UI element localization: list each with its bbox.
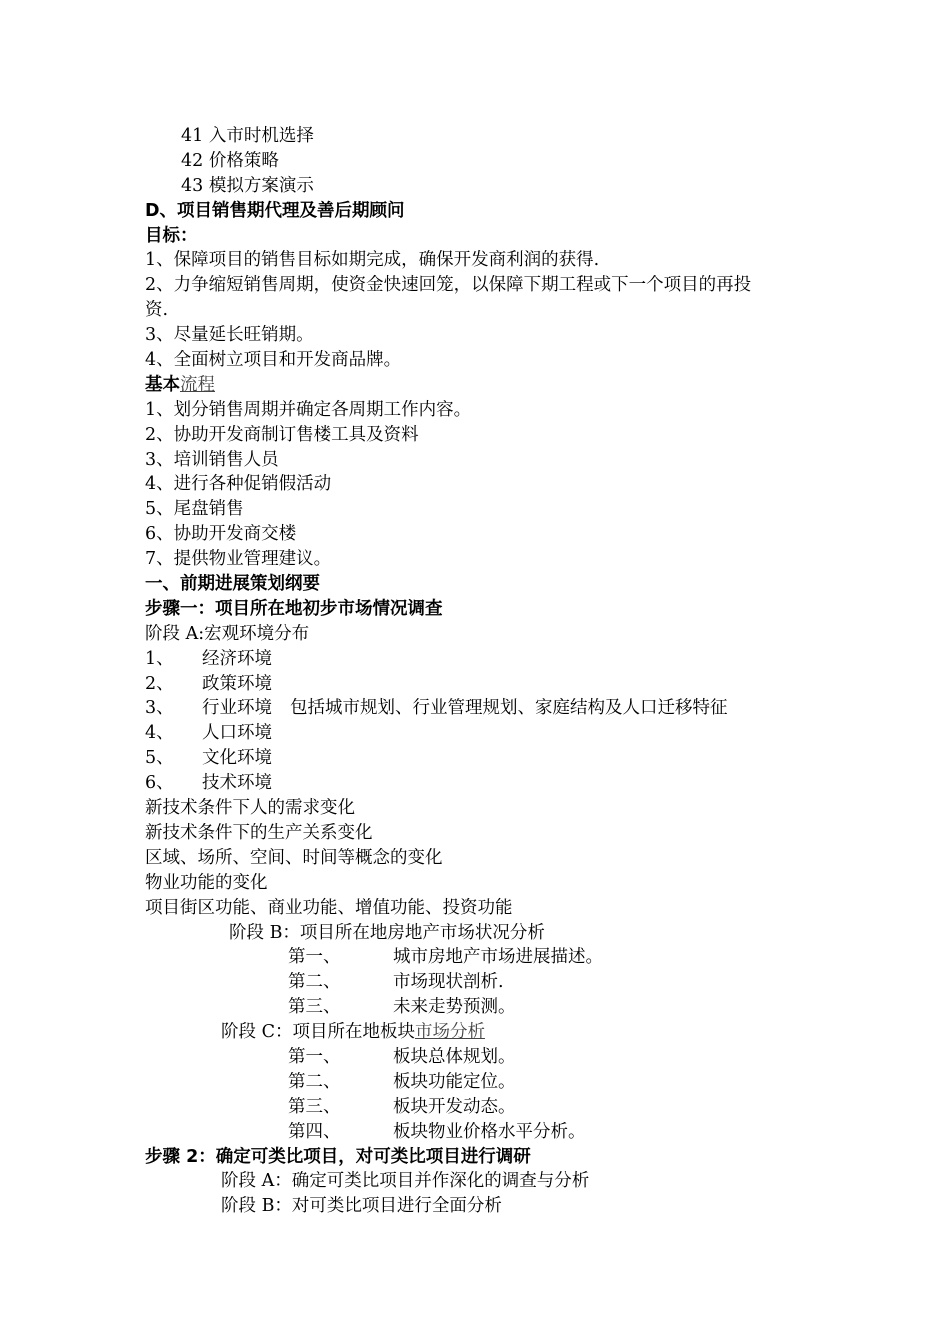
ordinal: 第一、	[288, 947, 341, 968]
ordinal: 第四、	[288, 1121, 341, 1142]
stage-c-item	[145, 1070, 825, 1095]
intro-item: 42 价格策略	[181, 150, 279, 171]
goal-item: 1、保障项目的销售目标如期完成，确保开发商利润的获得.	[145, 250, 600, 271]
goal-item: 2、力争缩短销售周期，使资金快速回笼，以保障下期工程或下一个项目的再投	[145, 275, 752, 296]
flow-item: 4、进行各种促销假活动	[145, 474, 332, 495]
env-item	[145, 746, 825, 771]
stage-a: 阶段 A:宏观环境分布	[145, 623, 310, 644]
goal-item: 4、全面树立项目和开发商品牌。	[145, 350, 402, 371]
section-d-heading: D、项目销售期代理及善后期顾问	[145, 200, 405, 221]
stage-b-item	[145, 995, 825, 1020]
env-item	[145, 721, 825, 746]
stage-c-item	[145, 1045, 825, 1070]
tech-item: 物业功能的变化	[145, 872, 268, 893]
flow-item: 1、划分销售周期并确定各周期工作内容。	[145, 399, 472, 420]
env-num: 2、	[145, 673, 174, 694]
step2-stage: 阶段 A：确定可类比项目并作深化的调查与分析	[221, 1171, 590, 1192]
env-item	[145, 696, 825, 721]
goal-item: 资.	[145, 300, 169, 321]
ordinal: 第一、	[288, 1046, 341, 1067]
flow-item: 6、协助开发商交楼	[145, 524, 297, 545]
intro-item: 41 入市时机选择	[181, 126, 314, 146]
stage-c-item	[145, 1120, 825, 1145]
item-text: 城市房地产市场进展描述。	[393, 947, 603, 968]
tech-item: 新技术条件下的生产关系变化	[145, 822, 373, 843]
item-text: 板块功能定位。	[393, 1071, 516, 1092]
intro-item: 43 模拟方案演示	[181, 175, 314, 196]
env-num: 6、	[145, 773, 174, 794]
stage-c-item	[145, 1095, 825, 1120]
item-text: 板块总体规划。	[393, 1046, 516, 1067]
stage-b-item	[145, 945, 825, 970]
stage-b-item	[145, 970, 825, 995]
outline-heading: 一、前期进展策划纲要	[145, 574, 320, 595]
ordinal: 第二、	[288, 1071, 341, 1092]
flow-label: 基本	[145, 374, 180, 395]
env-extra: 包括城市规划、行业管理规划、家庭结构及人口迁移特征	[290, 698, 728, 719]
goal-label: 目标：	[145, 225, 198, 246]
flow-item: 2、协助开发商制订售楼工具及资料	[145, 424, 419, 445]
flow-item: 5、尾盘销售	[145, 499, 244, 520]
step1-heading: 步骤一：项目所在地初步市场情况调查	[145, 598, 443, 619]
env-num: 1、	[145, 648, 174, 669]
env-text: 经济环境	[202, 648, 272, 669]
env-num: 5、	[145, 748, 174, 769]
market-analysis-link[interactable]: 市场分析	[414, 1022, 485, 1043]
item-text: 板块物业价格水平分析。	[393, 1121, 586, 1142]
document-body	[145, 124, 825, 1219]
flow-heading	[145, 373, 825, 398]
flow-item: 7、提供物业管理建议。	[145, 549, 332, 570]
item-text: 板块开发动态。	[393, 1096, 516, 1117]
env-text: 技术环境	[202, 773, 272, 794]
tech-item: 新技术条件下人的需求变化	[145, 798, 355, 819]
flow-link[interactable]: 流程	[180, 374, 215, 395]
goal-item: 3、尽量延长旺销期。	[145, 325, 314, 346]
step2-stage: 阶段 B：对可类比项目进行全面分析	[221, 1196, 502, 1217]
tech-item: 项目街区功能、商业功能、增值功能、投资功能	[145, 897, 513, 918]
ordinal: 第三、	[288, 997, 341, 1018]
env-text: 政策环境	[202, 673, 272, 694]
tech-item: 区域、场所、空间、时间等概念的变化	[145, 847, 443, 868]
step2-heading: 步骤 2：确定可类比项目，对可类比项目进行调研	[145, 1146, 531, 1167]
env-item	[145, 672, 825, 697]
ordinal: 第二、	[288, 972, 341, 993]
env-item	[145, 771, 825, 796]
stage-b: 阶段 B：项目所在地房地产市场状况分析	[229, 922, 545, 943]
ordinal: 第三、	[288, 1096, 341, 1117]
flow-item: 3、培训销售人员	[145, 449, 279, 470]
env-item	[145, 647, 825, 672]
env-num: 4、	[145, 723, 174, 744]
stage-c-label: 阶段 C：项目所在地板块	[221, 1022, 415, 1043]
stage-c	[145, 1020, 825, 1045]
env-text: 文化环境	[202, 748, 272, 769]
item-text: 市场现状剖析.	[393, 972, 504, 993]
env-num: 3、	[145, 698, 174, 719]
env-text: 行业环境	[202, 698, 272, 719]
env-text: 人口环境	[202, 723, 272, 744]
item-text: 未来走势预测。	[393, 997, 516, 1018]
